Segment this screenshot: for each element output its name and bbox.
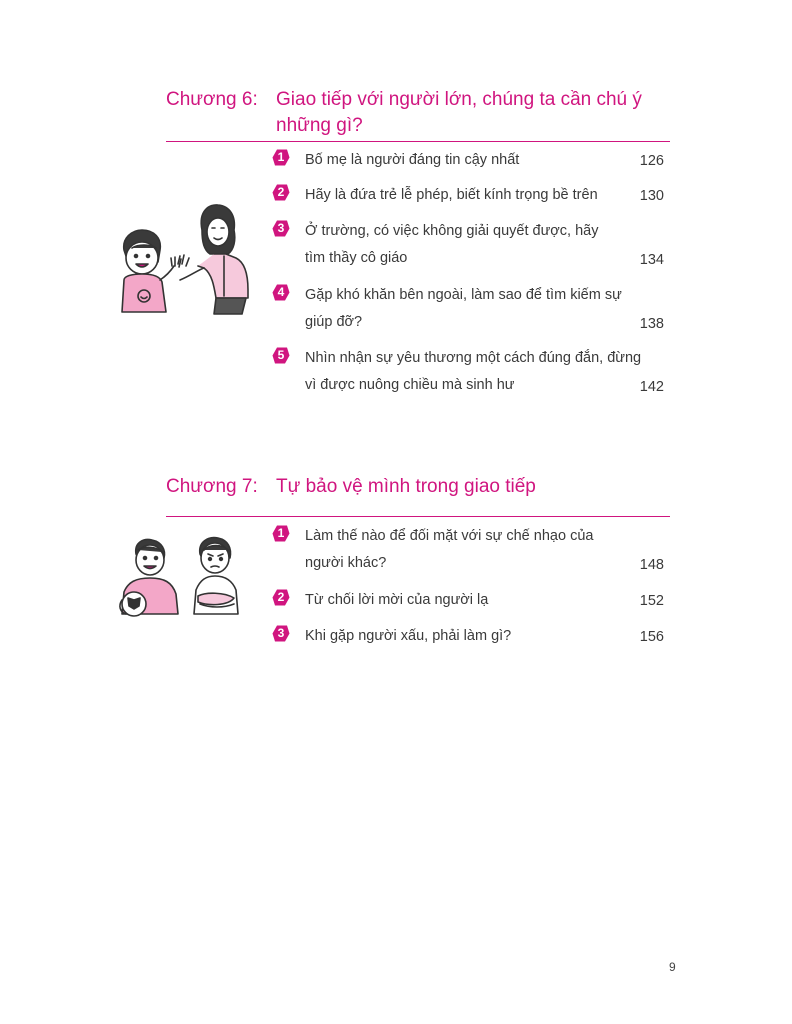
number-badge-icon: 2 <box>272 589 290 606</box>
toc-item-page: 156 <box>639 629 664 645</box>
chapter-title: Tự bảo vệ mình trong giao tiếp <box>276 476 536 497</box>
chapter-divider <box>166 141 670 142</box>
chapter-label: Chương 6: <box>166 89 258 110</box>
boy-and-mother-illustration <box>118 200 258 325</box>
number-badge-icon: 3 <box>272 625 290 642</box>
toc-item-page: 142 <box>639 379 664 395</box>
number-badge-icon: 5 <box>272 347 290 364</box>
chapter-label: Chương 7: <box>166 476 258 497</box>
toc-item-title: Từ chối lời mời của người lạ <box>305 592 489 608</box>
toc-item-page: 134 <box>639 252 664 268</box>
toc-item-page: 148 <box>639 557 664 573</box>
toc-item-title: Gặp khó khăn bên ngoài, làm sao để tìm kiếm sự giúp đỡ? <box>305 287 622 330</box>
toc-item-title: Hãy là đứa trẻ lễ phép, biết kính trọng bề trên <box>305 187 598 203</box>
chapter-divider <box>166 516 670 517</box>
toc-item-title: Làm thế nào để đối mặt với sự chế nhạo của người khác? <box>305 528 594 571</box>
toc-item-title: Bố mẹ là người đáng tin cậy nhất <box>305 152 520 168</box>
toc-item-page: 130 <box>639 188 664 204</box>
chapter-title: Giao tiếp với người lớn, chúng ta cần chú ý những gì? <box>276 89 642 136</box>
number-badge-icon: 2 <box>272 184 290 201</box>
toc-item-title: Nhìn nhận sự yêu thương một cách đúng đắn, đừng vì được nuông chiều mà sinh hư <box>305 350 642 393</box>
number-badge-icon: 1 <box>272 525 290 542</box>
toc-item-page: 138 <box>639 316 664 332</box>
number-badge-icon: 3 <box>272 220 290 237</box>
two-boys-illustration <box>114 534 250 623</box>
toc-item-title: Ở trường, có việc không giải quyết được, hãy tìm thầy cô giáo <box>305 223 599 266</box>
number-badge-icon: 1 <box>272 149 290 166</box>
toc-item-page: 126 <box>639 153 664 169</box>
toc-item-title: Khi gặp người xấu, phải làm gì? <box>305 628 512 644</box>
toc-item-page: 152 <box>639 593 664 609</box>
page-number: 9 <box>669 960 676 974</box>
number-badge-icon: 4 <box>272 284 290 301</box>
